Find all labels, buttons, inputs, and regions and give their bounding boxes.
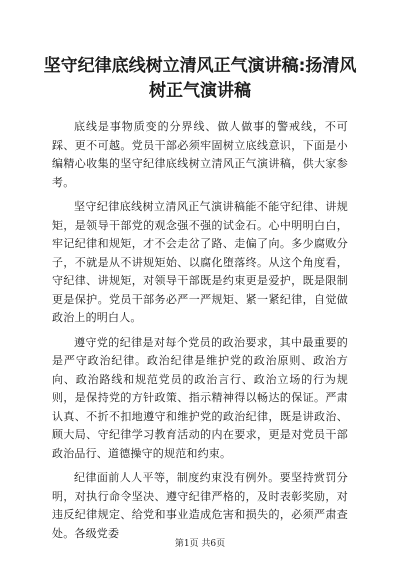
paragraph-equality: 纪律面前人人平等，制度约束没有例外。要坚持赏罚分明，对执行命令坚决、遵守纪律严格的，及时表彰奖励，对违反纪律规定、给党和事业造成危害和损失的，必须严肃查处。各级党委 [52, 471, 348, 540]
paragraph-intro: 底线是事物质变的分界线、做人做事的警戒线，不可踩、更不可越。党员干部必须牢固树立底线意识，下面是小编精心收集的坚守纪律底线树立清风正气演讲稿，供大家参考。 [52, 120, 348, 189]
page-number: 第1页 共6页 [174, 539, 226, 549]
paragraph-discipline-rules: 坚守纪律底线树立清风正气演讲稿能不能守纪律、讲规矩，是领导干部党的观念强不强的试金石。心中明明白白，牢记纪律和规矩，才不会走岔了路、走偏了向。多少腐败分子，不就是从不讲规矩始、以腐化堕落终。从这个角度看，守纪律、讲规矩，对领导干部既是约束更是爱护，既是限制更是保护。党员干部务必严一严规矩、紧一紧纪律，自觉做政治上的明白人。 [52, 200, 348, 324]
document-body [52, 118, 348, 549]
document-title: 坚守纪律底线树立清风正气演讲稿:扬清风树正气演讲稿 [43, 56, 357, 101]
paragraph-political-discipline: 遵守党的纪律是对每个党员的政治要求，其中最重要的是严守政治纪律。政治纪律是维护党的政治原则、政治方向、政治路线和规范党员的政治言行、政治立场的行为规则，是保持党的方针政策、指示精神得以畅达的保证。严肃认真、不折不扣地遵守和维护党的政治纪律，既是讲政治、顾大局、守纪律学习教育活动的内在要求，更是对党员干部政治品行、道德操守的规范和约束。 [52, 335, 348, 460]
